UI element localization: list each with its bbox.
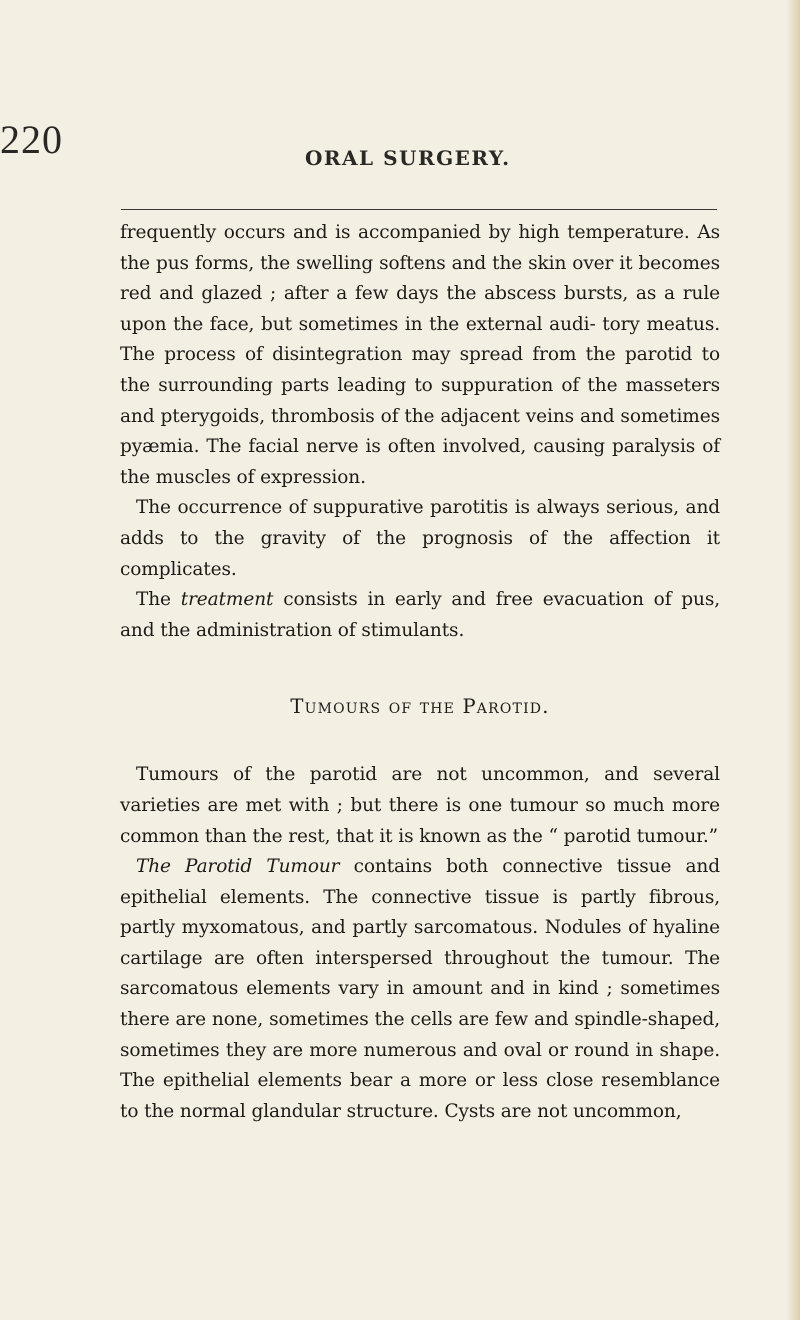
paragraph-treatment	[120, 585, 720, 646]
parotid-tumour-rest: contains both connective tissue and epithelial elements. The connective tissue is partly fibrous, partly myxomatous, and partly sarcomatous. Nodules of hyaline cartilage are often interspersed throughout the tumour. The sarcomatous elements vary in amount and in kind ; sometimes there are none, sometimes the cells are few and spindle-shaped, sometimes they are more numerous and oval or round in shape. The epithelial elements bear a more or less close resemblance to the normal glandular structure. Cysts are not uncommon,	[120, 856, 720, 1122]
paragraph-abscess: frequently occurs and is accompanied by high temperature. As the pus forms, the swelling softens and the skin over it becomes red and glazed ; after a few days the abscess bursts, as a rule upon the face, but sometimes in the external audi- tory meatus. The process of disintegration may spread from the parotid to the surrounding parts leading to suppuration of the masseters and pterygoids, thrombosis of the adjacent veins and sometimes pyæmia. The facial nerve is often involved, causing paralysis of the muscles of expression.	[120, 222, 720, 488]
paragraph-occurrence: The occurrence of suppurative parotitis is always serious, and adds to the gravity of the prognosis of the affection it complicates.	[120, 497, 720, 580]
paragraph-tumours: Tumours of the parotid are not uncommon, and several varieties are met with ; but there is one tumour so much more common than the rest, that it is known as the “ parotid tumour.”	[120, 764, 720, 847]
running-head: ORAL SURGERY.	[305, 146, 511, 170]
section-heading: Tumours of the Parotid.	[290, 695, 550, 719]
page-edge-shadow	[786, 0, 800, 1320]
parotid-tumour-italic: The Parotid Tumour	[136, 856, 340, 878]
body-text	[120, 218, 720, 1127]
header-rule	[121, 209, 717, 210]
page-number: 220	[0, 117, 63, 162]
treatment-italic: treatment	[180, 589, 274, 611]
treatment-lead: The	[136, 589, 171, 611]
paragraph-parotid-tumour	[120, 852, 720, 1127]
treatment-rest: consists in early and free evacuation of pus, and the administration of stimulants.	[120, 589, 721, 641]
